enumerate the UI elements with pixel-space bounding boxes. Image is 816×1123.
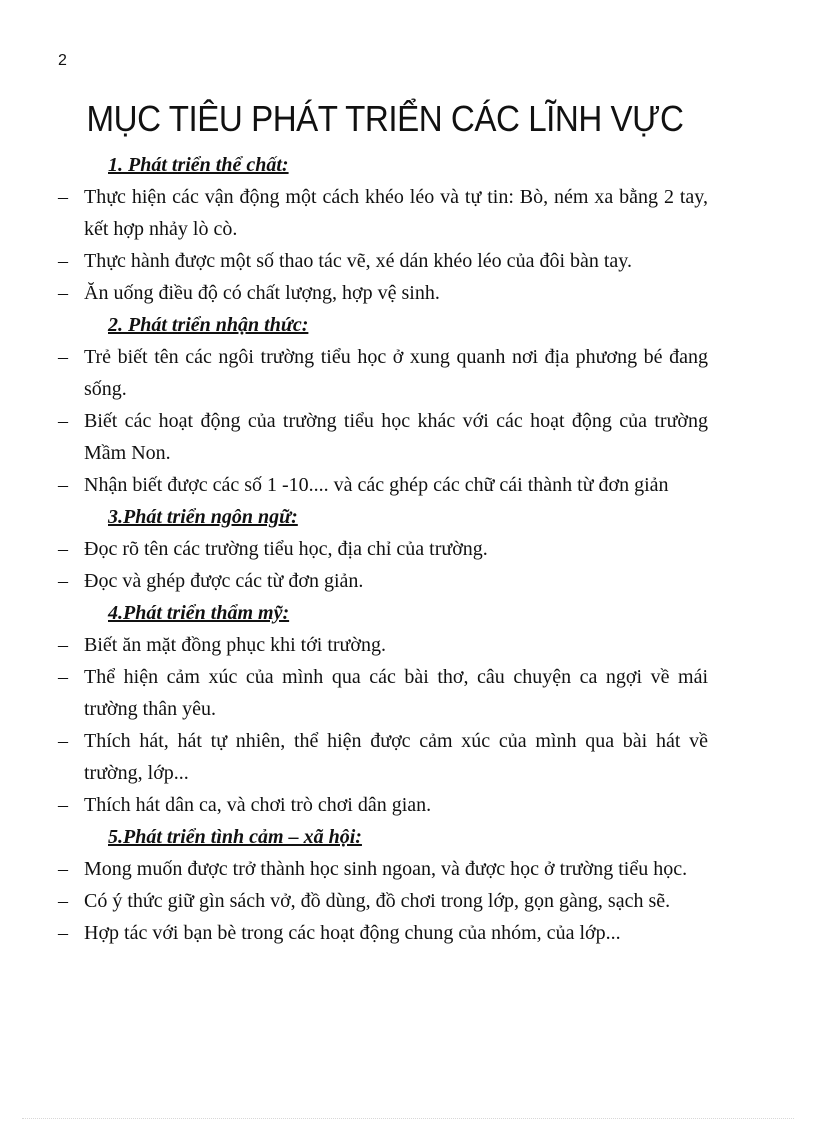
dash-bullet: –: [58, 890, 68, 912]
list-item-text: Thực hiện các vận động một cách khéo léo và tự tin: Bò, ném xa bằng 2 tay, kết hợp nhảy lò cò.: [84, 186, 708, 240]
dash-bullet: –: [58, 474, 68, 496]
list-item: [58, 885, 708, 917]
section-heading: 1. Phát triển thể chất:: [108, 154, 289, 176]
list-item: [58, 469, 708, 501]
list-item-text: Đọc rõ tên các trường tiểu học, địa chỉ của trường.: [84, 538, 488, 560]
list-item-text: Đọc và ghép được các từ đơn giản.: [84, 570, 364, 592]
list-item: [58, 629, 708, 661]
dash-bullet: –: [58, 634, 68, 656]
dash-bullet: –: [58, 922, 68, 944]
section-heading: 5.Phát triển tình cảm – xã hội:: [108, 826, 362, 848]
list-item-text: Thích hát, hát tự nhiên, thể hiện được cảm xúc của mình qua bài hát về trường, lớp...: [84, 730, 708, 784]
list-item-text: Thích hát dân ca, và chơi trò chơi dân gian.: [84, 794, 432, 816]
dash-bullet: –: [58, 858, 68, 880]
dash-bullet: –: [58, 250, 68, 272]
list-item-text: Có ý thức giữ gìn sách vở, đồ dùng, đồ chơi trong lớp, gọn gàng, sạch sẽ.: [84, 890, 671, 912]
section-heading: 2. Phát triển nhận thức:: [108, 314, 309, 336]
list-item-text: Hợp tác với bạn bè trong các hoạt động chung của nhóm, của lớp...: [84, 922, 621, 944]
page-title: MỤC TIÊU PHÁT TRIỂN CÁC LĨNH VỰC: [86, 98, 684, 139]
list-item-text: Nhận biết được các số 1 -10.... và các ghép các chữ cái thành từ đơn giản: [84, 474, 669, 496]
dash-bullet: –: [58, 730, 68, 752]
dash-bullet: –: [58, 570, 68, 592]
dash-bullet: –: [58, 186, 68, 208]
list-item: [58, 917, 708, 949]
dash-bullet: –: [58, 794, 68, 816]
dash-bullet: –: [58, 282, 68, 304]
page-bottom-divider: [22, 1118, 794, 1119]
list-item: [58, 725, 708, 789]
list-item: [58, 405, 708, 469]
list-item-text: Thể hiện cảm xúc của mình qua các bài thơ, câu chuyện ca ngợi về mái trường thân yêu.: [84, 666, 708, 720]
list-item: [58, 533, 708, 565]
list-item-text: Biết ăn mặt đồng phục khi tới trường.: [84, 634, 386, 656]
list-item: [58, 789, 708, 821]
list-item-text: Trẻ biết tên các ngôi trường tiểu học ở xung quanh nơi địa phương bé đang sống.: [84, 346, 708, 400]
list-item: [58, 341, 708, 405]
dash-bullet: –: [58, 538, 68, 560]
list-item: [58, 661, 708, 725]
section-heading: 3.Phát triển ngôn ngữ:: [108, 506, 298, 528]
list-item-text: Mong muốn được trở thành học sinh ngoan, và được học ở trường tiểu học.: [84, 858, 688, 880]
dash-bullet: –: [58, 666, 68, 688]
document-body: [58, 149, 708, 949]
list-item-text: Thực hành được một số thao tác vẽ, xé dán khéo léo của đôi bàn tay.: [84, 250, 633, 272]
list-item: [58, 565, 708, 597]
list-item-text: Ăn uống điều độ có chất lượng, hợp vệ sinh.: [84, 282, 440, 304]
list-item-text: Biết các hoạt động của trường tiểu học khác với các hoạt động của trường Mầm Non.: [84, 410, 708, 464]
list-item: [58, 853, 708, 885]
dash-bullet: –: [58, 410, 68, 432]
list-item: [58, 277, 708, 309]
page-number: 2: [58, 52, 67, 69]
section-heading: 4.Phát triển thẩm mỹ:: [108, 602, 290, 624]
dash-bullet: –: [58, 346, 68, 368]
list-item: [58, 245, 708, 277]
list-item: [58, 181, 708, 245]
